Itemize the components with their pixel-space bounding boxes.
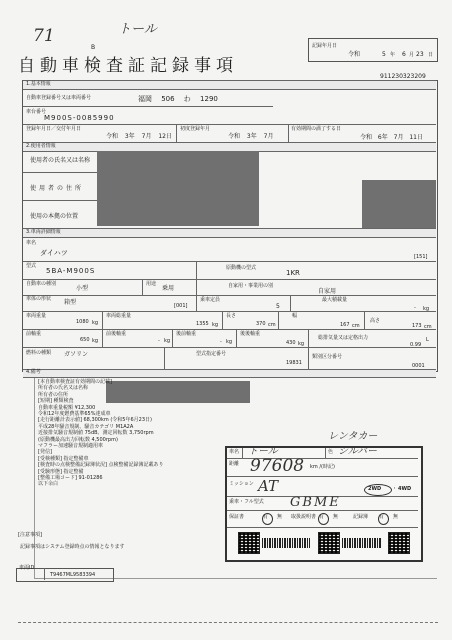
qr-code-2 bbox=[318, 532, 340, 554]
rear-front-axle-label: 後前軸重 bbox=[176, 331, 197, 337]
note-line: [発信] bbox=[38, 449, 52, 456]
memo-color-value: シルバー bbox=[338, 446, 378, 457]
width-value: 167 bbox=[340, 322, 350, 328]
issue-date-label: 記録年月日 bbox=[312, 43, 338, 49]
handwritten-number: 71 bbox=[33, 26, 55, 46]
engine-label: 原動機の型式 bbox=[226, 265, 257, 271]
category-label: 類別区分番号 bbox=[312, 354, 343, 360]
caution-text: 記録事項はシステム登録時点の情報となります bbox=[20, 544, 125, 550]
front-axle-label: 前軸重 bbox=[26, 331, 42, 337]
weight-label: 車両重量 bbox=[26, 313, 47, 319]
memo-checklist-item: 有 bbox=[263, 514, 269, 520]
letter-b: B bbox=[91, 44, 96, 51]
expiry-label: 有効期間の満了する日 bbox=[291, 126, 342, 132]
category-value: 0001 bbox=[412, 363, 425, 369]
use-label: 用途 bbox=[146, 281, 157, 287]
displacement-value: 0.99 bbox=[410, 342, 422, 348]
user-name-label: 使用者の氏名又は名称 bbox=[30, 157, 91, 164]
front-rear-axle-label: 前後軸重 bbox=[106, 331, 127, 337]
memo-car-value: トール bbox=[248, 446, 278, 457]
memo-car-label: 車名 bbox=[229, 449, 240, 455]
gross-label: 車両総重量 bbox=[106, 313, 132, 319]
user-address-label: 使用者の住所 bbox=[30, 185, 85, 192]
note-line: 自動車重量税額 ¥12,300 bbox=[38, 404, 96, 411]
redacted-owner bbox=[106, 381, 250, 403]
chassis-label: 車台番号 bbox=[26, 109, 47, 115]
capacity-label: 乗車定員 bbox=[200, 297, 221, 303]
code-151: [151] bbox=[414, 254, 428, 260]
maker-value: ダイハツ bbox=[40, 249, 68, 257]
memo-distance-unit: km /(時記) bbox=[310, 464, 335, 470]
chassis-value: M900S-0085990 bbox=[44, 114, 115, 122]
spec-number-value: 19831 bbox=[286, 360, 302, 366]
memo-drive-4wd: 4WD bbox=[398, 486, 412, 492]
rear-rear-axle-label: 後後軸重 bbox=[240, 331, 261, 337]
max-load-value: - bbox=[414, 305, 416, 311]
note-line: [本自動車検査証有効期間の記載] bbox=[38, 379, 112, 385]
height-label: 高さ bbox=[370, 318, 381, 324]
redacted-user-info bbox=[97, 151, 259, 226]
memo-mission-label: ミッション bbox=[229, 481, 254, 487]
note-line: 所有者の住所 bbox=[38, 391, 69, 398]
qr-code-3 bbox=[388, 532, 410, 554]
note-line: (原動機最高出力回転数 4,500rpm) bbox=[38, 436, 118, 443]
displacement-label: 総排気量又は定格出力 bbox=[318, 335, 369, 341]
memo-color-label: 色 bbox=[328, 449, 334, 455]
issue-era: 令和 bbox=[348, 51, 361, 58]
qr-code-1 bbox=[238, 532, 260, 554]
memo-checklist-item: 有 bbox=[379, 514, 385, 520]
first-month-value: 令和 3年 7月 bbox=[228, 133, 274, 140]
section-vehicle-title: 3.車両詳細情報 bbox=[26, 229, 61, 235]
body-code: [001] bbox=[174, 303, 188, 309]
rear-front-axle-value: - bbox=[220, 339, 222, 345]
model-value: 5BA-M900S bbox=[46, 267, 96, 275]
issue-month: 6 bbox=[402, 51, 406, 58]
body-value: 箱型 bbox=[64, 299, 77, 306]
length-value: 370 bbox=[256, 321, 266, 327]
issue-date-box bbox=[308, 38, 438, 62]
note-line: [検査時の点検整備記録簿状況] 点検整備記録簿記載あり bbox=[38, 462, 164, 469]
expiry-value: 令和 6年 7月 11日 bbox=[360, 134, 423, 141]
page-title: 自動車検査証記録事項 bbox=[18, 56, 238, 76]
spec-number-label: 型式指定番号 bbox=[196, 351, 227, 357]
memo-grade-label: 乗車・フル型式 bbox=[229, 499, 264, 505]
memo-checklist-item: 無 bbox=[333, 514, 339, 520]
kind-value: 小型 bbox=[76, 285, 89, 292]
note-line: マフラー加速騒音規制適用車 bbox=[38, 443, 104, 449]
memo-checklist-item: 記録簿 bbox=[353, 514, 369, 520]
note-line: 所有者の氏名又は名称 bbox=[38, 385, 89, 392]
fuel-label: 燃料の種類 bbox=[26, 350, 52, 356]
section-basic-title: 1.基本情報 bbox=[26, 81, 51, 87]
purpose-value: 自家用 bbox=[318, 288, 337, 295]
note-line: [受験形態] 指定整備 bbox=[38, 468, 84, 475]
memo-checklist-item: 取扱説明書 bbox=[291, 514, 317, 520]
section-user-title: 2.使用者情報 bbox=[26, 143, 56, 149]
barcode-1 bbox=[262, 538, 310, 548]
section-notes-title: 4.備考 bbox=[26, 369, 41, 375]
section-notes-bar bbox=[23, 369, 436, 378]
issue-year: 5 bbox=[382, 51, 386, 58]
memo-checklist-item: 無 bbox=[393, 514, 399, 520]
use-value: 乗用 bbox=[162, 285, 175, 292]
section-vehicle-bar bbox=[23, 228, 436, 238]
kind-label: 自動車の種別 bbox=[26, 281, 57, 287]
height-value: 173 bbox=[412, 323, 422, 329]
note-line: 令和12年度燃費基準65%達成車 bbox=[38, 411, 111, 417]
handwritten-car-name: トール bbox=[118, 22, 157, 37]
note-line: 近接排気騒音規制値 75dB、測定回転数 3,750rpm bbox=[38, 430, 154, 437]
gross-value: 1355 bbox=[196, 321, 209, 327]
section-basic-bar bbox=[23, 80, 436, 90]
maker-label: 車名 bbox=[26, 240, 37, 246]
fuel-value: ガソリン bbox=[64, 351, 89, 358]
memo-checklist-item: 保証書 bbox=[229, 514, 245, 520]
caution-label: [注意事項] bbox=[18, 532, 42, 538]
user-base-label: 使用の本拠の位置 bbox=[30, 213, 79, 220]
issue-day: 23 bbox=[416, 51, 424, 58]
reg-number-value: 福岡 506 わ 1290 bbox=[138, 95, 218, 103]
first-month-label: 初度登録年月 bbox=[180, 126, 211, 132]
purpose-label: 自家用・事業用の別 bbox=[228, 283, 274, 289]
note-line: [整備工場コード] 91-01286 bbox=[38, 475, 103, 481]
memo-checklist-item: 有 bbox=[319, 514, 325, 520]
page-fold-line bbox=[18, 622, 438, 623]
rental-handwriting: レンタカー bbox=[328, 431, 378, 442]
note-line: [走行距離計表示値] 68,300km (令和5年6月23日) bbox=[38, 417, 152, 424]
barcode-2 bbox=[342, 538, 382, 548]
memo-distance-value: 97608 bbox=[250, 456, 305, 476]
note-line: [受検種類] 指定整備車 bbox=[38, 455, 89, 462]
first-reg-label: 登録年月日／交付年月日 bbox=[26, 126, 82, 132]
memo-checklist-item: 無 bbox=[277, 514, 283, 520]
front-rear-axle-value: - bbox=[158, 338, 160, 344]
first-reg-value: 令和 3年 7月 12日 bbox=[106, 133, 172, 140]
note-line: 以下余白 bbox=[38, 481, 59, 488]
memo-grade-value: GBME bbox=[290, 495, 341, 510]
memo-distance-label: 距離 bbox=[229, 461, 240, 467]
engine-value: 1KR bbox=[286, 269, 300, 277]
note-line: 平成28年騒音規制、騒音カテゴリ M1A2A bbox=[38, 423, 134, 430]
capacity-value: 5 bbox=[276, 303, 280, 310]
rear-rear-axle-value: 430 bbox=[286, 340, 296, 346]
note-line: [短期] 種類検査 bbox=[38, 398, 74, 405]
memo-mission-value: AT bbox=[258, 477, 279, 495]
max-load-label: 最大積載量 bbox=[322, 297, 348, 303]
body-label: 車体の形状 bbox=[26, 296, 52, 302]
model-label: 型式 bbox=[26, 263, 37, 269]
front-axle-value: 650 bbox=[80, 337, 90, 343]
reg-number-label: 自動車登録番号又は車両番号 bbox=[26, 95, 92, 101]
width-label: 幅 bbox=[292, 313, 298, 319]
car-id-label: 車両ID bbox=[19, 565, 35, 571]
car-id-value: T9467ML9583394 bbox=[50, 572, 96, 578]
weight-value: 1080 bbox=[76, 319, 89, 325]
memo-drive-2wd: 2WD bbox=[368, 486, 382, 492]
length-label: 長さ bbox=[226, 313, 237, 319]
doc-code: 911230323209 bbox=[380, 73, 426, 80]
